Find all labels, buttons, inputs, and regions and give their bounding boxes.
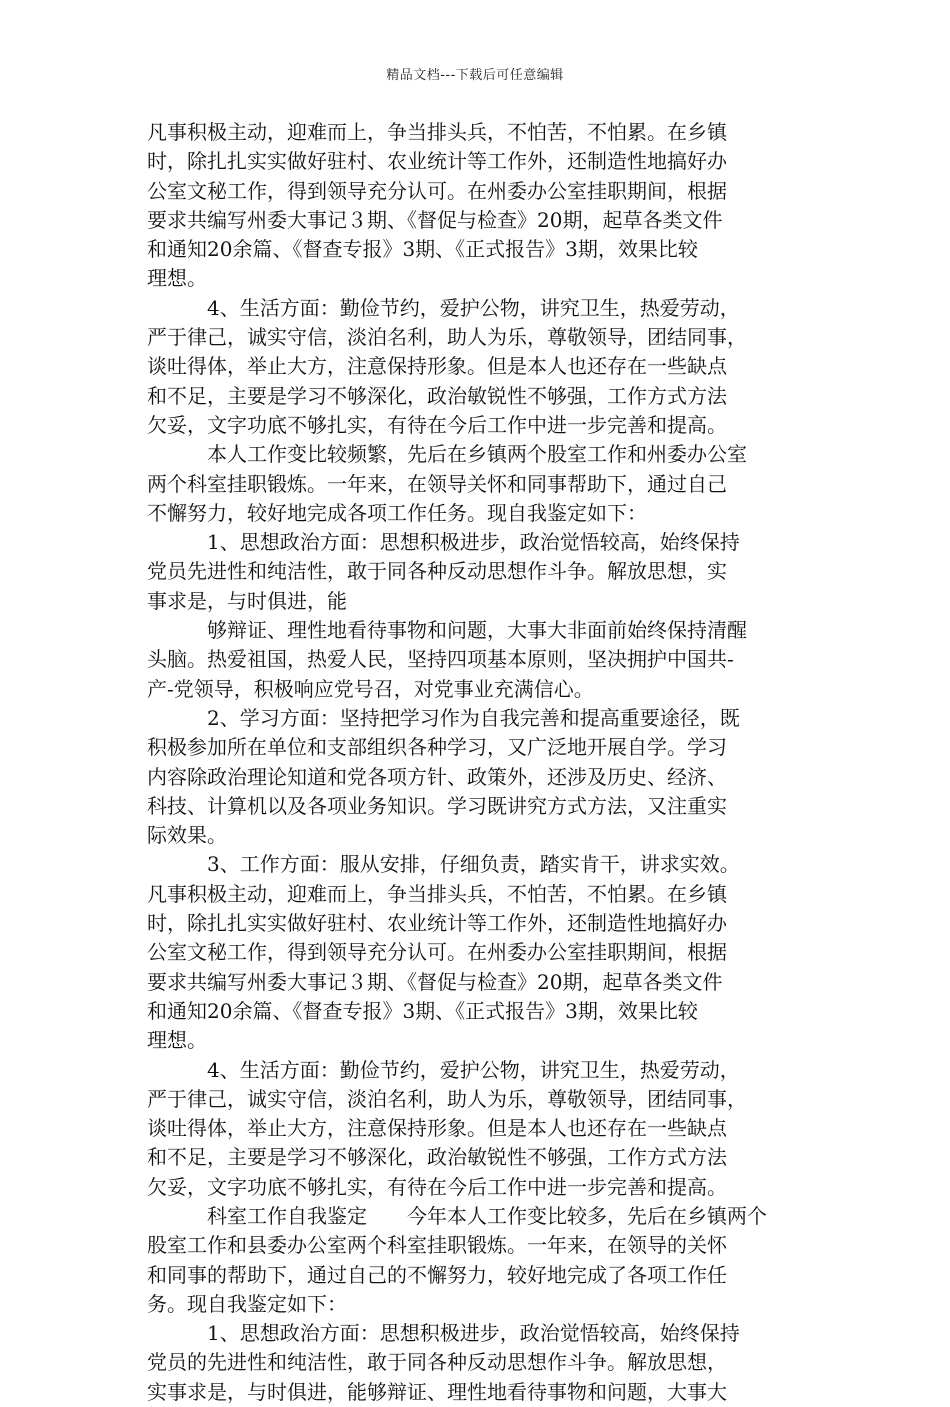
text-line: 要求共编写州委大事记３期、《督促与检查》20期，起草各类文件 (147, 207, 723, 232)
text-line: 科技、计算机以及各项业务知识。学习既讲究方式方法，又注重实 (147, 793, 727, 818)
page-header: 精品文档---下载后可任意编辑 (386, 68, 564, 83)
text-line: 股室工作和县委办公室两个科室挂职锻炼。一年来，在领导的关怀 (147, 1233, 727, 1258)
document-body (147, 118, 807, 1407)
text-line: 和不足，主要是学习不够深化，政治敏锐性不够强，工作方式方法 (147, 383, 727, 408)
text-line: 理想。 (147, 1028, 207, 1053)
text-line: 党员先进性和纯洁性，敢于同各种反动思想作斗争。解放思想，实 (147, 559, 727, 584)
text-line: 谈吐得体，举止大方，注意保持形象。但是本人也还存在一些缺点 (147, 354, 727, 379)
text-line: 积极参加所在单位和支部组织各种学习，又广泛地开展自学。学习 (147, 735, 727, 760)
text-line: 欠妥，文字功底不够扎实，有待在今后工作中进一步完善和提高。 (147, 1174, 727, 1199)
text-line: 凡事积极主动，迎难而上，争当排头兵，不怕苦，不怕累。在乡镇 (147, 120, 727, 144)
text-line: 产-党领导，积极响应党号召，对党事业充满信心。 (147, 676, 594, 701)
text-line: 要求共编写州委大事记３期、《督促与检查》20期，起草各类文件 (147, 969, 723, 994)
text-line: 不懈努力，较好地完成各项工作任务。现自我鉴定如下： (147, 500, 647, 525)
text-line: 时，除扎扎实实做好驻村、农业统计等工作外，还制造性地搞好办 (147, 911, 727, 936)
text-line: 和通知20余篇、《督查专报》3期、《正式报告》3期，效果比较 (147, 998, 698, 1023)
text-line: 和同事的帮助下，通过自己的不懈努力，较好地完成了各项工作任 (147, 1262, 727, 1287)
text-line: 和不足，主要是学习不够深化，政治敏锐性不够强，工作方式方法 (147, 1145, 727, 1170)
text-line: 谈吐得体，举止大方，注意保持形象。但是本人也还存在一些缺点 (147, 1116, 727, 1141)
text-line: 科室工作自我鉴定 今年本人工作变比较多，先后在乡镇两个 (147, 1203, 767, 1228)
text-line: 凡事积极主动，迎难而上，争当排头兵，不怕苦，不怕累。在乡镇 (147, 881, 727, 906)
text-line: 够辩证、理性地看待事物和问题，大事大非面前始终保持清醒 (147, 618, 747, 643)
text-line: 头脑。热爱祖国，热爱人民，坚持四项基本原则，坚决拥护中国共- (147, 647, 734, 672)
text-line: 4、生活方面：勤俭节约，爱护公物，讲究卫生，热爱劳动， (147, 295, 740, 320)
text-line: 和通知20余篇、《督查专报》3期、《正式报告》3期，效果比较 (147, 237, 698, 262)
text-line: 1、思想政治方面：思想积极进步，政治觉悟较高，始终保持 (147, 1321, 740, 1346)
text-line: 欠妥，文字功底不够扎实，有待在今后工作中进一步完善和提高。 (147, 412, 727, 437)
text-line: 内容除政治理论知道和党各项方针、政策外，还涉及历史、经济、 (147, 764, 727, 789)
text-line: 党员的先进性和纯洁性，敢于同各种反动思想作斗争。解放思想， (147, 1350, 727, 1375)
text-line: 时，除扎扎实实做好驻村、农业统计等工作外，还制造性地搞好办 (147, 149, 727, 174)
text-line: 公室文秘工作，得到领导充分认可。在州委办公室挂职期间，根据 (147, 940, 727, 965)
text-line: 理想。 (147, 266, 207, 291)
text-line: 事求是，与时俱进，能 (147, 588, 347, 613)
text-line: 2、学习方面：坚持把学习作为自我完善和提高重要途径，既 (147, 705, 740, 730)
text-line: 3、工作方面：服从安排，仔细负责，踏实肯干，讲求实效。 (147, 852, 740, 877)
text-line: 际效果。 (147, 823, 227, 848)
text-line: 4、生活方面：勤俭节约，爱护公物，讲究卫生，热爱劳动， (147, 1057, 740, 1082)
text-line: 严于律己，诚实守信，淡泊名利，助人为乐，尊敬领导，团结同事， (147, 1086, 747, 1111)
text-line: 实事求是，与时俱进，能够辩证、理性地看待事物和问题，大事大 (147, 1379, 727, 1404)
text-line: 公室文秘工作，得到领导充分认可。在州委办公室挂职期间，根据 (147, 178, 727, 203)
text-line: 务。现自我鉴定如下： (147, 1291, 347, 1316)
text-line: 两个科室挂职锻炼。一年来，在领导关怀和同事帮助下，通过自己 (147, 471, 727, 496)
text-line: 本人工作变比较频繁，先后在乡镇两个股室工作和州委办公室 (147, 442, 747, 467)
text-line: 1、思想政治方面：思想积极进步，政治觉悟较高，始终保持 (147, 530, 740, 555)
text-line: 严于律己，诚实守信，淡泊名利，助人为乐，尊敬领导，团结同事， (147, 325, 747, 350)
